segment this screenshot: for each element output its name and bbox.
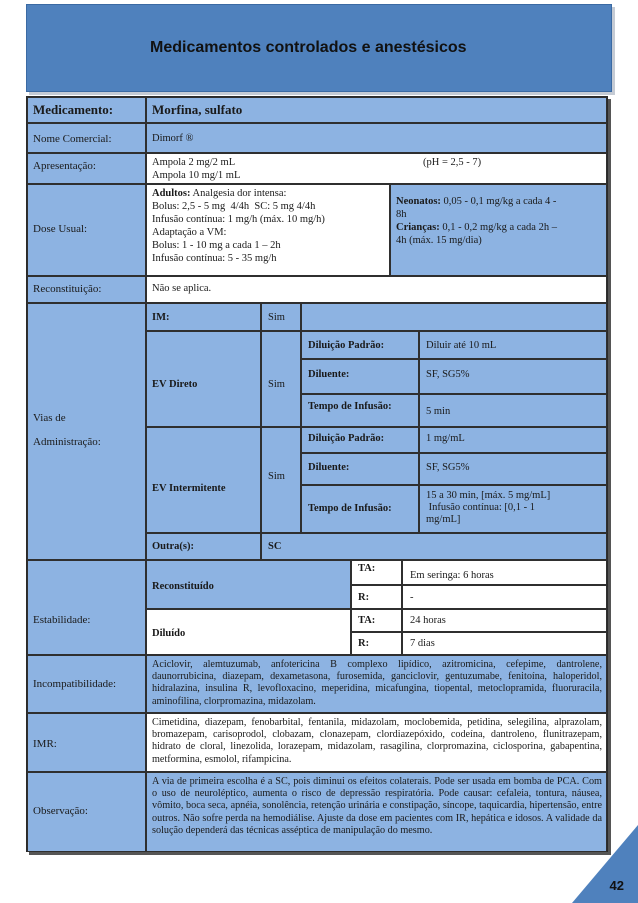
medicamento-label: Medicamento: [33,102,114,117]
reconstituicao-value-cell [146,276,607,303]
rec-ta-label-cell [351,560,402,585]
estabilidade-label: Estabilidade: [33,614,91,626]
medicamento-label-cell [27,97,146,123]
ev-intermitente-tempo-label-cell [301,485,419,533]
imr-label-cell [27,713,146,772]
dil-r-label-cell [351,632,402,655]
reconstituicao-label-cell [27,276,146,303]
dose-adultos-cell [146,184,390,276]
ev-intermitente-tempo-value-cell [419,485,607,533]
ev-intermitente-tempo-line2: Infusão contínua: [0,1 - 1 [426,502,536,513]
medicamento-value: Morfina, sulfato [152,102,243,117]
banner-title: Medicamentos controlados e anestésicos [150,39,467,56]
im-label-cell [146,303,261,331]
incompatibilidade-value-cell [146,655,607,713]
reconstituido-cell [146,560,351,609]
ev-direto-value-cell [261,331,301,427]
nome-comercial-label-cell [27,123,146,153]
ev-direto-diluicao-value-cell [419,331,607,359]
criancas-line1 [396,222,557,234]
observacao-text: A via de primeira escolha é a SC, pois diminui os efeitos colaterais. Pode ser usada em bomba de PCA. Com o uso de neuroléptico, aumenta o risco de depressão respiratória. Pode causar: cefaleia, tontura, náusea, vômito, boca seca, apnéia, sonolência, retenção urinária e constipação, síncope, taquicardia, hipertensão, entre outros. Não sofre perda na hemodiálise. Ajuste da dose em pacientes com IR, hepática e idosos. A validade da solução dependerá das técnicas asséptica de manipulação do mesmo. [152,776,602,836]
ev-intermitente-value-cell [261,427,301,533]
dil-ta-label-cell [351,609,402,632]
ev-intermitente-diluicao-label-cell [301,427,419,453]
apresentacao-line2: Ampola 10 mg/1 mL [152,170,241,181]
adultos-line: Bolus: 1 - 10 mg a cada 1 – 2h [152,240,281,251]
apresentacao-line1: Ampola 2 mg/2 mL [152,157,236,168]
ev-intermitente-value: Sim [268,471,285,482]
ev-direto-diluente-value: SF, SG5% [426,369,470,380]
outras-label: Outra(s): [152,541,194,552]
rec-r-label: R: [358,592,370,603]
criancas-text: 0,1 - 0,2 mg/kg a cada 2h – [439,222,557,233]
incompatibilidade-label-cell [27,655,146,713]
dil-r-label: R: [358,638,370,649]
dil-ta-value-cell [402,609,607,632]
outras-value: SC [268,541,282,552]
adultos-line: Infusão contínua: 1 mg/h (máx. 10 mg/h) [152,214,325,225]
rec-r-label-cell [351,585,402,609]
dil-ta-value: 24 horas [410,615,446,626]
page-corner-decoration [572,825,638,903]
ev-direto-diluente-label: Diluente: [308,369,350,380]
dose-label-cell [27,184,146,276]
im-empty-cell [301,303,607,331]
rec-ta-value: Em seringa: 6 horas [410,570,494,581]
reconstituicao-value: Não se aplica. [152,283,212,294]
im-value-cell [261,303,301,331]
dose-pediatrica-cell [390,184,607,276]
dose-label: Dose Usual: [33,223,88,235]
ev-direto-diluente-label-cell [301,359,419,394]
ev-direto-label-cell [146,331,261,427]
diluido-label: Diluído [152,628,186,639]
diluido-cell [146,609,351,655]
incompatibilidade-text: Aciclovir, alemtuzumab, anfotericina B complexo lipídico, azitromicina, cefepime, dantrolene, daunorrubicina, diazepam, dexametasona, furosemida, ganciclovir, gentuzumabe, fenitoína, haloperidol, hidralazina, insulina R, levofloxacino, meperidina, micafungina, tiopental, metoclopramida, fluoruracila, aminofilina, clorpromazina, midazolam. [152,659,602,707]
ev-intermitente-diluente-label: Diluente: [308,462,350,473]
observacao-label: Observação: [33,805,88,817]
apresentacao-label-cell [27,153,146,184]
outras-value-cell [261,533,607,560]
ev-direto-tempo-label-cell [301,394,419,427]
drug-sheet [26,96,608,852]
ev-intermitente-label: EV Intermitente [152,483,226,494]
ev-intermitente-label-cell [146,427,261,533]
adultos-line: Adaptação a VM: [152,227,227,238]
ev-direto-label: EV Direto [152,379,198,390]
dil-r-value-cell [402,632,607,655]
neonatos-text: 0,05 - 0,1 mg/kg a cada 4 - [440,196,557,207]
rec-r-value: - [410,592,414,603]
ev-intermitente-tempo-line1: 15 a 30 min, [máx. 5 mg/mL] [426,490,551,501]
dil-ta-label: TA: [358,615,376,626]
title-banner [26,4,612,92]
ev-intermitente-diluicao-value-cell [419,427,607,453]
rec-ta-value-cell [402,560,607,585]
page-number: 42 [609,878,624,893]
ev-direto-diluicao-label-cell [301,331,419,359]
ev-direto-tempo-value: 5 min [426,406,451,417]
estabilidade-label-cell [27,560,146,655]
rec-ta-label: TA: [358,563,376,574]
adultos-line: Bolus: 2,5 - 5 mg 4/4h SC: 5 mg 4/4h [152,201,316,212]
ev-intermitente-tempo-label: Tempo de Infusão: [308,503,392,514]
apresentacao-value-cell [146,153,607,184]
neonatos-line1 [396,196,556,208]
reconstituido-label: Reconstituído [152,581,214,592]
observacao-value-cell [146,772,607,852]
ev-intermitente-diluente-value-cell [419,453,607,485]
criancas-title: Crianças: [396,222,440,233]
ev-intermitente-diluente-value: SF, SG5% [426,462,470,473]
im-label: IM: [152,312,170,323]
vias-label-line1: Vias de [33,412,66,424]
imr-text: Cimetidina, diazepam, fenobarbital, fentanila, midazolam, moclobemida, petidina, selegilina, alprazolam, bromazepam, carisoprodol, clobazam, clonazepam, clordiazepóxido, codeína, dantroleno, flunitrazepam, hidrato de cloral, linezolida, lorazepam, midazolam, rasagilina, clorpromazina, ciclosporina, gabapentina, metformina, esmolol, rifampicina. [152,717,602,765]
ev-direto-tempo-label: Tempo de Infusão: [308,401,392,412]
adultos-line: Infusão contínua: 5 - 35 mg/h [152,253,277,264]
medicamento-value-cell [146,97,607,123]
imr-label: IMR: [33,738,57,750]
vias-label-cell [27,303,146,560]
criancas-line2: 4h (máx. 15 mg/dia) [396,235,482,246]
ev-intermitente-diluicao-value: 1 mg/mL [426,433,465,444]
observacao-label-cell [27,772,146,852]
imr-value-cell [146,713,607,772]
neonatos-line2: 8h [396,209,407,220]
ev-direto-value: Sim [268,379,285,390]
dose-adultos-heading [152,188,286,200]
apresentacao-label: Apresentação: [33,160,96,172]
nome-comercial-value-cell [146,123,607,153]
reconstituicao-label: Reconstituição: [33,283,102,295]
incompatibilidade-label: Incompatibilidade: [33,678,117,690]
rec-r-value-cell [402,585,607,609]
ev-direto-tempo-value-cell [419,394,607,427]
ev-direto-diluicao-value: Diluir até 10 mL [426,340,497,351]
dil-r-value: 7 dias [410,638,435,649]
nome-comercial-label: Nome Comercial: [33,133,112,145]
neonatos-title: Neonatos: [396,196,441,207]
nome-comercial-value: Dimorf ® [152,133,194,144]
apresentacao-ph: (pH = 2,5 - 7) [423,157,482,168]
ev-intermitente-diluicao-label: Diluição Padrão: [308,433,385,444]
ev-direto-diluente-value-cell [419,359,607,394]
ev-intermitente-tempo-line3: mg/mL] [426,514,461,525]
outras-label-cell [146,533,261,560]
adultos-title: Adultos: [152,188,191,199]
ev-direto-diluicao-label: Diluição Padrão: [308,340,385,351]
im-value: Sim [268,312,285,323]
ev-intermitente-diluente-label-cell [301,453,419,485]
adultos-text: Analgesia dor intensa: [190,188,287,199]
vias-label-line2: Administração: [33,436,101,448]
